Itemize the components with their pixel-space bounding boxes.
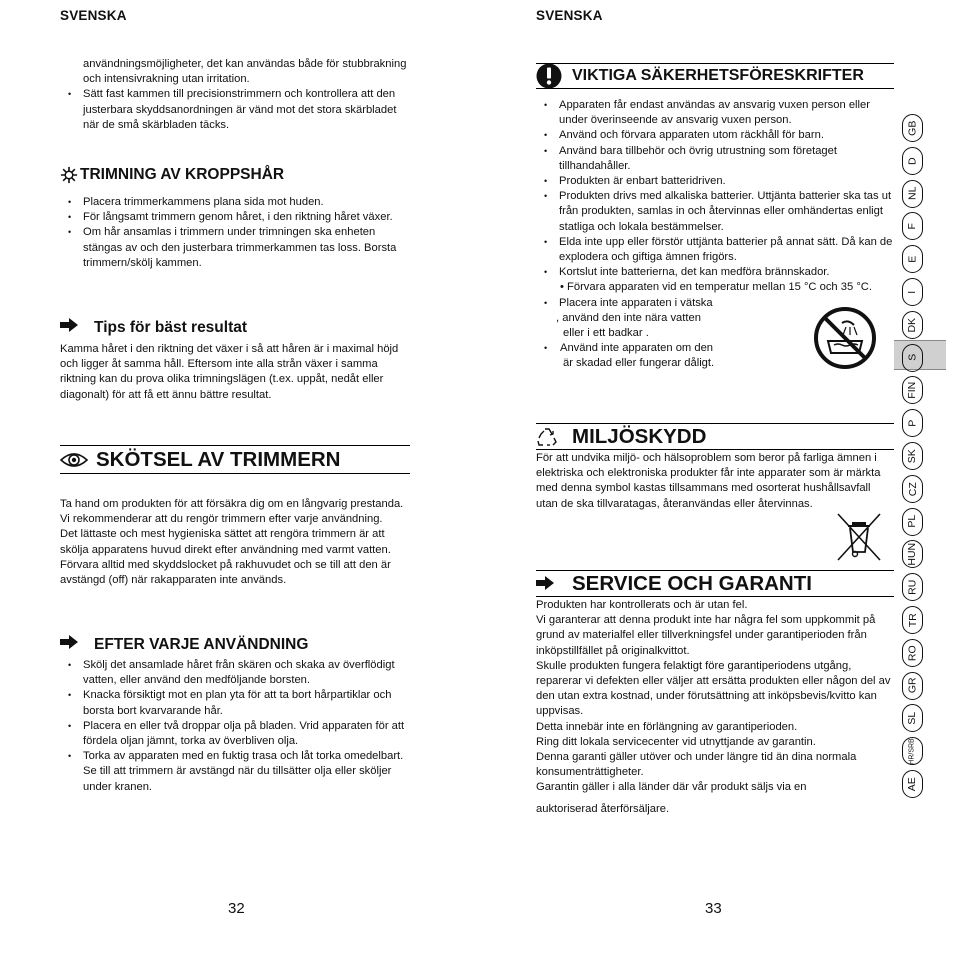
language-tab-f[interactable] bbox=[902, 212, 923, 240]
list-item: • Använd bara tillbehör och övrig utrustning som företaget tillhandahåller. bbox=[536, 144, 894, 174]
after-use-list bbox=[60, 658, 410, 795]
language-tab-label: RU bbox=[906, 579, 919, 595]
page-header: SVENSKA bbox=[60, 8, 127, 23]
section-heading-environment bbox=[536, 423, 894, 450]
page-header: SVENSKA bbox=[536, 8, 603, 23]
language-tab-p[interactable] bbox=[902, 409, 923, 437]
language-tab-label: GR bbox=[906, 677, 919, 694]
service-line: Detta innebär inte en förlängning av garantiperioden. bbox=[536, 720, 798, 733]
arrow-right-icon bbox=[60, 635, 80, 654]
service-line: Garantin gäller i alla länder där vår produkt säljs via en bbox=[536, 781, 807, 794]
language-tab-label: P bbox=[906, 419, 919, 427]
section-heading-safety bbox=[536, 63, 894, 89]
language-tab-sl[interactable] bbox=[902, 704, 923, 732]
language-tab-fin[interactable] bbox=[902, 376, 923, 404]
list-item: • Elda inte upp eller förstör uttjänta batterier på annat sätt. Då kan de explodera och giftiga ämnen frigörs. bbox=[536, 235, 894, 265]
right-page bbox=[536, 0, 896, 954]
service-last-line: auktoriserad återförsäljare. bbox=[536, 803, 670, 815]
language-tab-label: CZ bbox=[906, 481, 919, 496]
service-line: Denna garanti gäller utöver och under längre tid än dina normala konsumenträttigheter. bbox=[536, 751, 857, 779]
language-tab-ae[interactable] bbox=[902, 770, 923, 798]
list-continuation: , använd den inte nära vatten bbox=[556, 311, 701, 324]
crossed-bin-icon bbox=[836, 512, 884, 562]
service-line: Produkten har kontrollerats och är utan fel. bbox=[536, 599, 748, 611]
service-line: Ring ditt lokala servicecenter vid utnyttjande av garantin. bbox=[536, 735, 816, 748]
environment-text: För att undvika miljö- och hälsoproblem som beror på farliga ämnen i elektriska och elektroniska produkter får inte apparater som är märkta med denna symbol kastas tillsammans med osorterat hushållsavfall utan de ska tillvaratagas, återanvändas eller återvinnas. bbox=[536, 452, 881, 510]
section-title: VIKTIGA SÄKERHETSFÖRESKRIFTER bbox=[572, 67, 864, 84]
arrow-right-icon bbox=[60, 318, 80, 337]
language-tab-ru[interactable] bbox=[902, 573, 923, 601]
language-tab-label: AE bbox=[906, 776, 919, 792]
language-tab-tr[interactable] bbox=[902, 606, 923, 634]
list-continuation: är skadad eller fungerar dåligt. bbox=[563, 357, 715, 370]
language-tab-cz[interactable] bbox=[902, 475, 923, 503]
language-tab-sk[interactable] bbox=[902, 442, 923, 470]
language-tab-label: FIN bbox=[906, 381, 919, 399]
service-text bbox=[536, 598, 894, 796]
section-heading-tips bbox=[60, 318, 247, 337]
language-tab-label: DK bbox=[906, 317, 919, 333]
no-bath-icon bbox=[812, 305, 878, 371]
list-item: • Kortslut inte batterierna, det kan medföra brännskador. bbox=[536, 265, 894, 280]
language-tab-gr[interactable] bbox=[902, 672, 923, 700]
language-tab-e[interactable] bbox=[902, 245, 923, 273]
section-heading-body-trim bbox=[60, 166, 284, 184]
left-page bbox=[60, 0, 410, 954]
section-title: MILJÖSKYDD bbox=[572, 424, 707, 448]
page-number: 32 bbox=[228, 900, 245, 917]
language-tab-s[interactable] bbox=[902, 344, 923, 372]
list-item: • Placera trimmerkammens plana sida mot huden. bbox=[60, 195, 410, 210]
list-item: • Skölj det ansamlade håret från skären och skaka av överflödigt vatten, eller använd den medföljande borsten. bbox=[60, 658, 410, 688]
list-item: • Produkten är enbart batteridriven. bbox=[536, 174, 894, 189]
section-heading-care bbox=[60, 445, 410, 474]
language-tab-nl[interactable] bbox=[902, 180, 923, 208]
list-item: • Apparaten får endast användas av ansvarig vuxen person eller under överinseende av ansvarig vuxen person. bbox=[536, 98, 894, 128]
section-title: Tips för bäst resultat bbox=[94, 318, 248, 336]
page-number: 33 bbox=[705, 900, 722, 917]
list-item: • Använd inte apparaten om den bbox=[536, 341, 894, 356]
language-tab-label: RO bbox=[906, 644, 919, 661]
intro-bullet: • Sätt fast kammen till precisionstrimmern och kontrollera att den justerbara skyddsanordningen är vänd mot det stora skärbladet när de små skärbladen tācks. bbox=[60, 87, 410, 133]
list-item: • Om hår ansamlas i trimmern under trimningen ska enheten stängas av och den justerbara trimmerkammen tas loss. Borsta trimmern/skölj kammen. bbox=[60, 225, 410, 271]
section-title: SKÖTSEL AV TRIMMERN bbox=[96, 447, 341, 471]
language-tab-hun[interactable] bbox=[902, 540, 923, 568]
section-title: SERVICE OCH GARANTI bbox=[572, 571, 812, 595]
intro-paragraph: användningsmöjligheter, det kan användas både för stubbrakning och intensivrakning utan irritation. bbox=[83, 58, 407, 86]
list-item: • Använd och förvara apparaten utom räckhåll för barn. bbox=[536, 128, 894, 143]
list-item: • Placera en eller två droppar olja på bladen. Vrid apparaten för att fördela oljan jämnt, torka av överbliven olja. bbox=[60, 719, 410, 749]
language-tab-label: PL bbox=[906, 515, 919, 529]
service-line: Vi garanterar att denna produkt inte har några fel som uppkommit på grund av materialfel eller tillverkningsfel under garantiperioden från inköpstillfället på originalkvittot. bbox=[536, 614, 876, 657]
list-item: • För långsamt trimmern genom håret, i den riktning håret växer. bbox=[60, 210, 410, 225]
intro-block bbox=[60, 57, 410, 133]
recycle-icon bbox=[536, 426, 558, 448]
language-tab-label: I bbox=[906, 290, 919, 294]
warning-icon bbox=[536, 63, 562, 89]
language-tab-label: F bbox=[906, 223, 919, 230]
language-tab-label: SK bbox=[906, 448, 919, 464]
section-heading-after-use bbox=[60, 635, 308, 654]
language-tab-label: GB bbox=[906, 120, 919, 136]
sub-item: • Förvara apparaten vid en temperatur mellan 15 °C och 35 °C. bbox=[560, 281, 872, 294]
arrow-right-icon bbox=[536, 572, 556, 596]
language-tab-label: S bbox=[906, 354, 919, 362]
language-tab-label: NL bbox=[906, 186, 919, 201]
language-tab-label: HR/SRB bbox=[909, 737, 917, 765]
care-text bbox=[60, 497, 410, 588]
list-item: • Knacka försiktigt mot en plan yta för att ta bort hårpartiklar och borsta bort kvarvarande hår. bbox=[60, 688, 410, 718]
language-tab-hr-srb[interactable] bbox=[902, 737, 923, 765]
care-paragraph: Det lättaste och mest hygieniska sättet att rengöra trimmern är att skölja apparatens huvud direkt efter användning med varmt vatten. Förvara alltid med skyddslocket på rakhuvudet och se till att den är avstängd (off) när rakapparaten inte används. bbox=[60, 528, 391, 587]
language-tab-dk[interactable] bbox=[902, 311, 923, 339]
section-heading-service bbox=[536, 570, 894, 597]
body-trim-list bbox=[60, 195, 410, 271]
list-item: • Torka av apparaten med en fuktig trasa och låt torka omedelbart. bbox=[60, 749, 410, 764]
eye-icon bbox=[60, 451, 88, 469]
language-tab-gb[interactable] bbox=[902, 114, 923, 142]
list-item: • Produkten drivs med alkaliska batterier. Uttjänta batterier ska tas ut från produkten, samlas in och återvinnas eller omhändertas enligt statliga och lokala bestämmelser. bbox=[536, 189, 894, 235]
service-line: Skulle produkten fungera felaktigt före garantiperiodens utgång, reparerar vi defekten eller väljer att ersätta produkten eller någon del av den utan extra kostnad, under förutsättning att inköpsbevis/kvitto kan uppvisas. bbox=[536, 659, 891, 718]
care-paragraph: Ta hand om produkten för att försäkra dig om en långvarig prestanda. Vi rekommenderar att du rengör trimmern efter varje användning. bbox=[60, 498, 404, 526]
list-continuation: Se till att trimmern är avstängd när du tillsätter olja eller sköljer under kranen. bbox=[83, 765, 392, 793]
language-tab-label: TR bbox=[906, 613, 919, 627]
language-tab-label: SL bbox=[906, 711, 919, 725]
section-title: EFTER VARJE ANVÄNDNING bbox=[94, 635, 309, 653]
language-tab-label: HUN bbox=[906, 543, 919, 566]
language-tab-label: D bbox=[906, 157, 919, 165]
language-tab-label: E bbox=[906, 255, 919, 263]
language-tab-d[interactable] bbox=[902, 147, 923, 175]
language-tab-ro[interactable] bbox=[902, 639, 923, 667]
sparkle-icon bbox=[60, 166, 78, 184]
tips-text: Kamma håret i den riktning det växer i så att håren är i maximal höjd och ligger åt samma håll. Eftersom inte alla strån växer i samma riktning kan du prova olika trimningslägen (t.ex. uppåt, nedåt eller diagonalt) för att få ett ännu bättre resultat. bbox=[60, 343, 399, 401]
section-title: TRIMNING AV KROPPSHÅR bbox=[80, 166, 285, 183]
list-continuation: eller i ett badkar . bbox=[563, 327, 649, 340]
list-item: • Placera inte apparaten i vätska bbox=[536, 296, 894, 311]
language-tab-i[interactable] bbox=[902, 278, 923, 306]
language-tab-pl[interactable] bbox=[902, 508, 923, 536]
